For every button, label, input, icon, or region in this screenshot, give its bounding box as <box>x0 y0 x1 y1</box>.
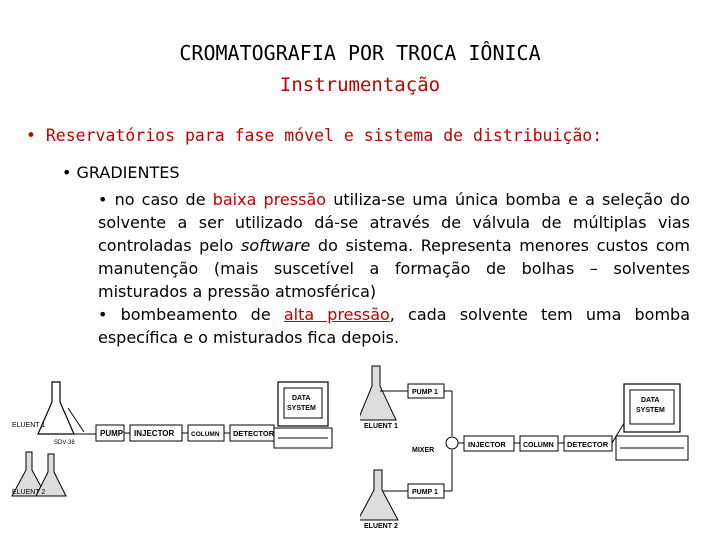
low-pressure-diagram <box>8 372 338 534</box>
para1-mid: utiliza-se uma única bomba e a seleção do solvente a ser utilizado dá-se através de válvula de múltiplas vias controladas pelo <box>98 190 690 255</box>
pump1-label: PUMP 1 <box>412 389 438 396</box>
injector-label: INJECTOR <box>134 429 175 438</box>
data-label: DATA <box>641 397 660 404</box>
para1-italic: software <box>240 236 311 255</box>
data-system-computer <box>616 384 688 460</box>
column-label: COLUMN <box>523 442 554 449</box>
para1-highlight: baixa pressão <box>212 190 327 209</box>
mixer-label: MIXER <box>412 447 435 454</box>
para1-rest: do sistema. Representa menores custos com manutenção (mais suscetível a formação de bolhas – solventes misturados a pressão atmosférica) <box>98 236 690 301</box>
eluent2-label: ELUENT 2 <box>364 523 398 530</box>
para2-highlight: alta pressão <box>283 305 390 324</box>
eluent1-label: ELUENT 1 <box>364 423 398 430</box>
slide-subtitle: Instrumentação <box>279 74 441 96</box>
pump2-label: PUMP 1 <box>412 489 438 496</box>
mixer-symbol <box>446 437 458 449</box>
gradientes-bullet: • GRADIENTES <box>62 163 180 182</box>
para2-rest: , cada solvente tem uma bomba específica e o misturados fica depois. <box>98 305 691 347</box>
sdv-label: SDV-38 <box>54 440 75 446</box>
pump-label: PUMP <box>100 429 124 438</box>
injector-label: INJECTOR <box>468 440 506 449</box>
main-bullet-text: • Reservatórios para fase móvel e sistema de distribuição: <box>26 126 603 145</box>
detector-label: DETECTOR <box>233 429 275 438</box>
slide-title: CROMATOGRAFIA POR TROCA IÔNICA <box>179 41 541 65</box>
eluent1-label: ELUENT 1 <box>12 422 46 429</box>
high-pressure-diagram <box>360 360 710 535</box>
system-label: SYSTEM <box>287 405 316 412</box>
system-label: SYSTEM <box>636 407 665 414</box>
column-label: COLUMN <box>191 431 220 438</box>
body-text <box>98 188 690 349</box>
para1-prefix: • no caso de <box>98 190 213 209</box>
data-system-computer <box>274 382 332 448</box>
data-label: DATA <box>292 395 311 402</box>
main-bullet <box>26 126 602 145</box>
detector-label: DETECTOR <box>567 440 609 449</box>
eluent2-label: ELUENT 2 <box>12 489 46 496</box>
para2-prefix: • bombeamento de <box>98 305 284 324</box>
